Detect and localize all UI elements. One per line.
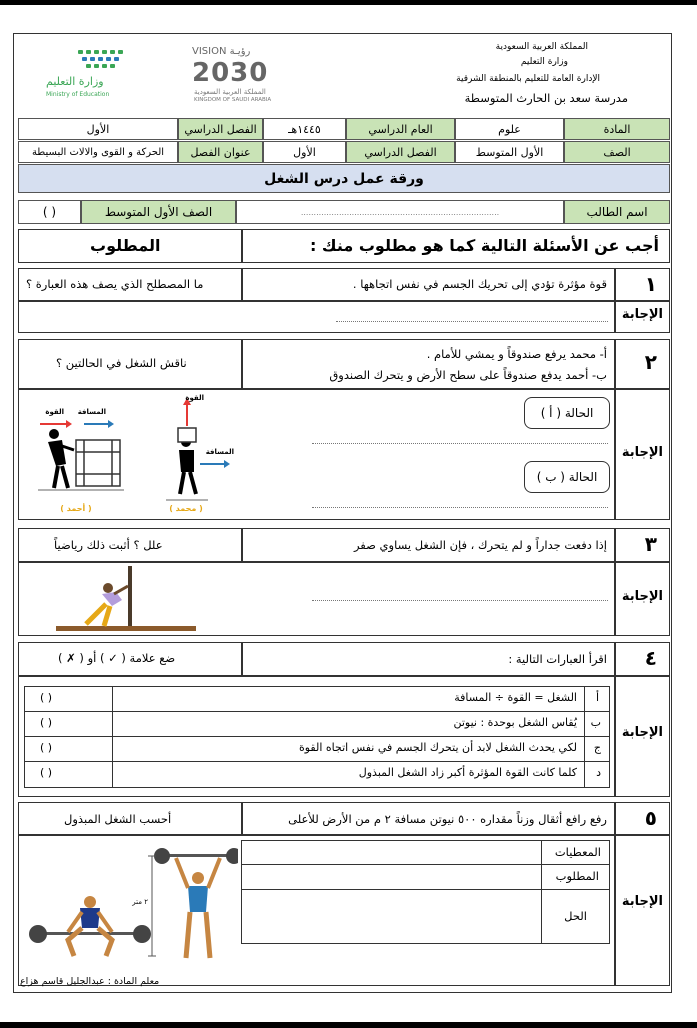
q5-givens-label: المعطيات [554,845,601,859]
q2-figure [28,392,238,517]
q3-text: إذا دفعت جداراً و لم يتحرك ، فإن الشغل يساوي صفر [353,538,607,552]
ministry-text: وزارة التعليم [520,57,568,67]
mohammed-figure-icon [178,428,196,494]
student-name-field[interactable] [236,200,564,224]
q4-row-c-mark[interactable]: ( ) [40,741,53,754]
q3-answer-label: الإجابة [621,589,663,604]
q2-case-b: الحالة ( ب ) [524,461,610,493]
student-name-dots: .............................................................................. [300,207,500,217]
term2-label: الفصل الدراسي [346,141,455,163]
vision-sub-en: KINGDOM OF SAUDI ARABIA [194,97,272,103]
q2-answer-line-b[interactable] [312,507,608,508]
q4-row-b-text: يُقاس الشغل بوحدة : نيوتن [453,716,577,729]
q3-answer-line[interactable] [312,600,608,601]
fig-height-label: ٢ متر [132,898,148,906]
q2-line-b: ب- أحمد يدفع صندوقاً على سطح الأرض و يتحرك الصندوق [329,368,607,382]
q4-answer-label: الإجابة [621,725,663,740]
ministry-emblem-icon [44,48,140,72]
q3-number: ٣ [644,532,657,556]
ministry-logo [44,48,144,104]
q3-task: علل ؟ أثبت ذلك رياضياً [54,538,163,552]
q5-solution-label: الحل [564,909,587,923]
fig-force-left: القوة [45,408,64,416]
required-header: المطلوب [90,236,161,255]
q5-required-label: المطلوب [555,869,599,883]
fig-mohammed-label: ( محمد ) [169,504,203,513]
fig-force-right: القوة [185,394,204,402]
vision-2030-logo [190,46,280,106]
standing-lifter-icon [154,848,238,958]
q4-row-b-mark[interactable]: ( ) [40,716,53,729]
chapter-value: الحركة و القوى والالات البسيطة [18,141,178,163]
vision-top: VISION رؤيـة [192,46,251,57]
q2-number: ٢ [644,350,657,374]
student-name-label: اسم الطالب [564,200,670,224]
q2-case-a: الحالة ( أ ) [524,397,610,429]
q1-answer-label: الإجابة [621,307,663,322]
teacher-name: معلم المادة : عبدالجليل قاسم هزاع [20,976,160,987]
fig-distance-left: المسافة [77,408,106,416]
school-name: مدرسة سعد بن الحارث المتوسطة [464,91,628,105]
bottom-border [0,1022,697,1028]
q5-task: أحسب الشغل المبذول [64,812,172,826]
wall-push-figure [56,564,196,634]
term-label: الفصل الدراسي [178,118,263,140]
q4-row-c-text: لكي يحدث الشغل لابد أن يتحرك الجسم في نفس اتجاه القوة [298,741,577,754]
q1-number: ١ [644,272,657,296]
q2-answer-label: الإجابة [621,445,663,460]
q2-task: ناقش الشغل في الحالتين ؟ [56,356,187,370]
worksheet-title: ورقة عمل درس الشغل [18,164,670,193]
subject-label: المادة [564,118,670,140]
weightlifter-figure [28,840,238,964]
fig-distance-right: المسافة [205,448,234,456]
year-value: ١٤٤٥هـ [263,118,346,140]
q1-text: قوة مؤثرة تؤدي إلى تحريك الجسم في نفس اتجاهها . [352,277,607,291]
q5-text: رفع رافع أثقال وزناً مقداره ٥٠٠ نيوتن مسافة ٢ م من الأرض للأعلى [288,812,607,826]
q4-text: اقرأ العبارات التالية : [508,652,607,666]
vision-sub-ar: المملكة العربية السعودية [194,88,266,96]
q4-row-a-letter: أ [595,691,599,704]
q2-answer-line-a[interactable] [312,443,608,444]
q4-number: ٤ [644,646,657,670]
top-border [0,0,697,5]
q2-line-a: أ- محمد يرفع صندوقاً و يمشي للأمام . [426,347,607,361]
q1-answer-line[interactable] [336,321,608,322]
term-value: الأول [18,118,178,140]
worksheet-page [13,33,672,993]
crate-icon [76,440,120,486]
ministry-logo-ar: وزارة التعليم [46,75,104,88]
q1-task: ما المصطلح الذي يصف هذه العبارة ؟ [26,277,204,291]
fig-ahmed-label: ( أحمد ) [60,504,92,513]
q4-row-d-mark[interactable]: ( ) [40,766,53,779]
year-label: العام الدراسي [346,118,455,140]
q4-row-d-letter: د [596,766,601,779]
q4-task: ضع علامة ( ✓ ) أو ( ✗ ) [58,651,176,665]
term2-value: الأول [263,141,346,163]
grade-value: الأول المتوسط [455,141,564,163]
class-label: الصف الأول المتوسط [81,200,236,224]
ministry-logo-en: Ministry of Education [46,91,110,98]
q5-answer-label: الإجابة [621,894,663,909]
q4-row-b-letter: ب [590,716,601,729]
ahmed-figure-icon [48,429,74,488]
grade-label: الصف [564,141,670,163]
kingdom-text: المملكة العربية السعودية [495,42,588,52]
subject-value: علوم [455,118,564,140]
class-paren: ( ) [18,200,81,224]
vision-year: 2030 [192,58,269,88]
q4-row-c-letter: ج [593,741,601,754]
chapter-label: عنوان الفصل [178,141,263,163]
q4-row-d-text: كلما كانت القوة المؤثرة أكبر زاد الشغل المبذول [358,766,577,779]
directorate-text: الإدارة العامة للتعليم بالمنطقة الشرقية [456,74,600,84]
q5-number: ٥ [644,806,657,830]
q4-row-a-mark[interactable]: ( ) [40,691,53,704]
instructions-main: أجب عن الأسئلة التالية كما هو مطلوب منك : [309,236,659,255]
q4-row-a-text: الشغل = القوة ÷ المسافة [454,691,577,704]
